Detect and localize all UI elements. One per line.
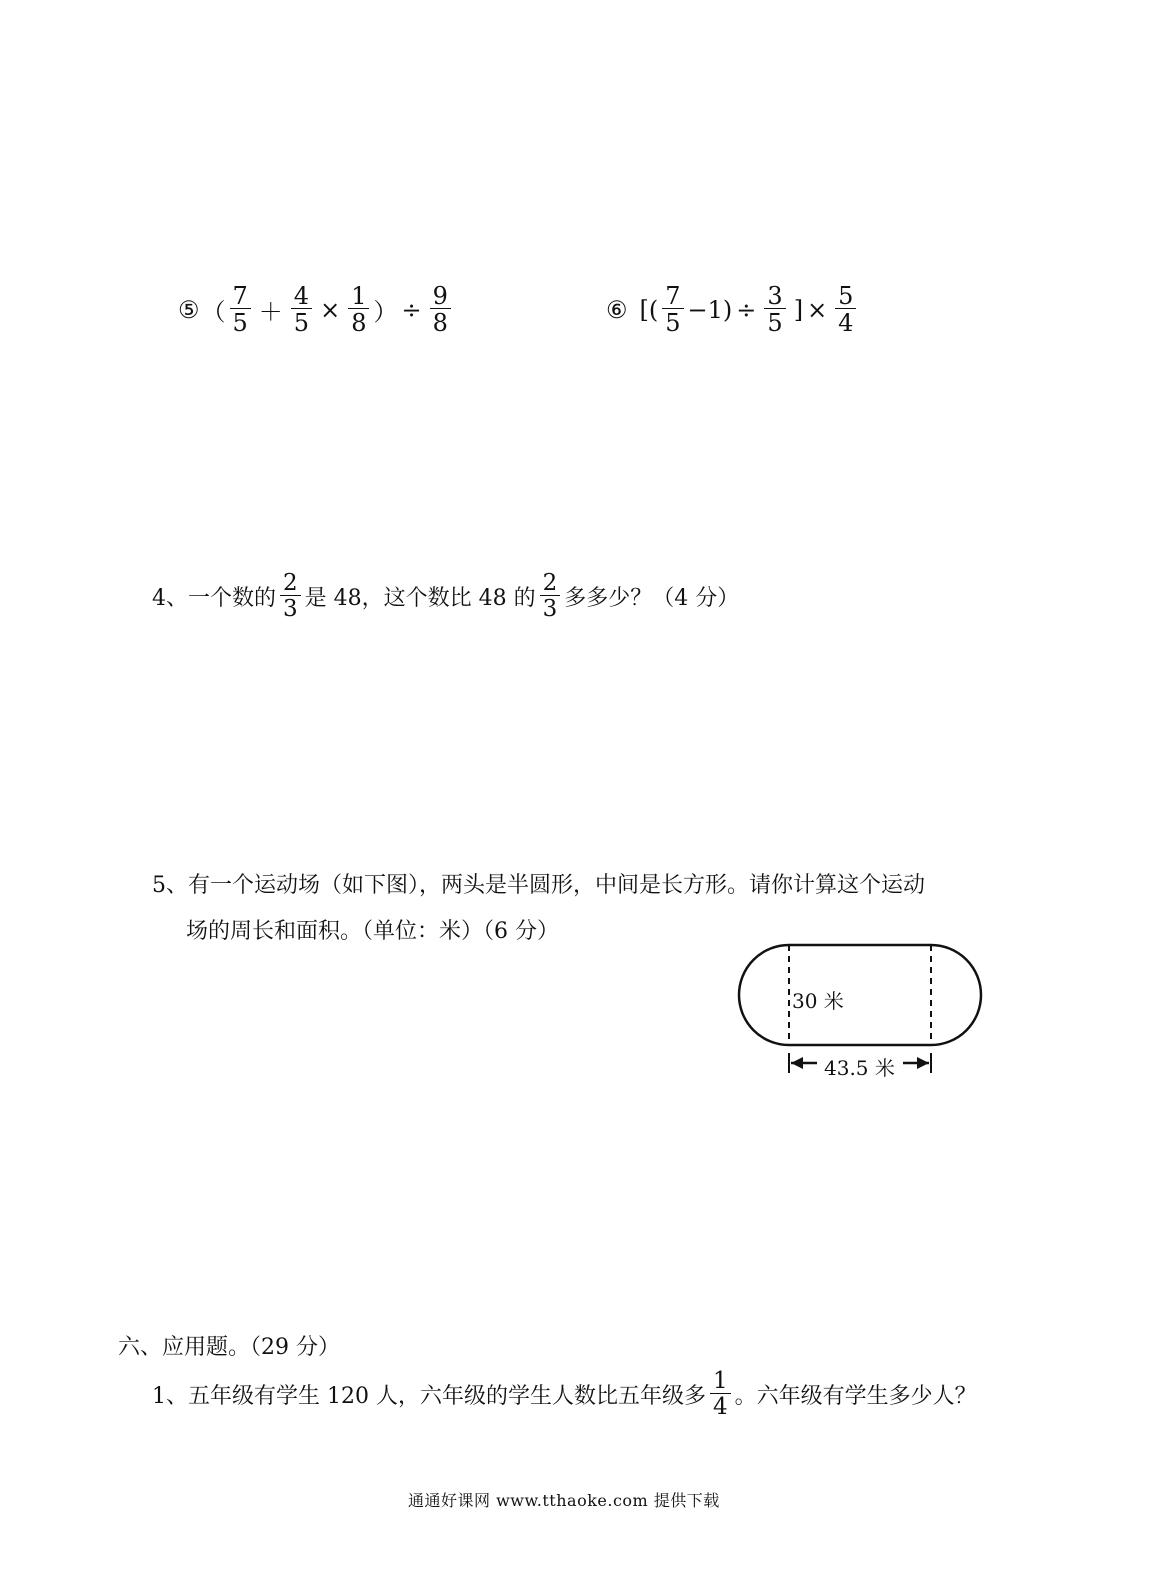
circled-five-mark: ⑤ [178, 295, 200, 324]
length-label: 43.5 米 [824, 1056, 895, 1080]
fraction: $\frac{3}{5}$ [764, 284, 785, 335]
circled-six-mark: ⑥ [606, 295, 628, 324]
stadium-outline [739, 945, 981, 1045]
footer-watermark: 通通好课网 www.tthaoke.com 提供下载 [408, 1491, 720, 1510]
expression-6: ⑥ [ ( $\frac{7}{5}$ −1) ÷ $\frac{3}{5}$ ] × $\frac{5}{4}$ [606, 284, 860, 335]
fraction: $\frac{5}{4}$ [835, 284, 856, 335]
arrow-left-icon [791, 1057, 803, 1069]
fraction: $\frac{2}{3}$ [280, 572, 301, 621]
arrow-right-icon [917, 1057, 929, 1069]
fraction: $\frac{2}{3}$ [540, 572, 561, 621]
question-5-line-2: 场的周长和面积。（单位：米）（6 分） [186, 919, 559, 944]
fraction: $\frac{1}{8}$ [348, 284, 369, 335]
expression-5: ⑤ （ $\frac{7}{5}$ ＋ $\frac{4}{5}$ × $\frac{1}{8}$ ） ÷ $\frac{9}{8}$ [178, 284, 455, 335]
question-5-line-1: 5、有一个运动场（如下图），两头是半圆形，中间是长方形。请你计算这个运动 [152, 873, 925, 898]
question-4: 4、一个数的 $\frac{2}{3}$ 是 48，这个数比 48 的 $\frac{2}{3}$ 多多少？（4 分） [152, 570, 740, 622]
fraction: $\frac{7}{5}$ [662, 284, 683, 335]
width-label: 30 米 [792, 989, 844, 1013]
fraction: $\frac{1}{4}$ [710, 1370, 731, 1419]
fraction: $\frac{4}{5}$ [291, 284, 312, 335]
fraction: $\frac{7}{5}$ [230, 284, 251, 335]
section-6-title: 六、应用题。（29 分） [118, 1335, 340, 1360]
fraction: $\frac{9}{8}$ [430, 284, 451, 335]
section-6-question-1: 1、五年级有学生 120 人，六年级的学生人数比五年级多 $\frac{1}{4}$ 。六年级有学生多少人？ [152, 1368, 977, 1420]
